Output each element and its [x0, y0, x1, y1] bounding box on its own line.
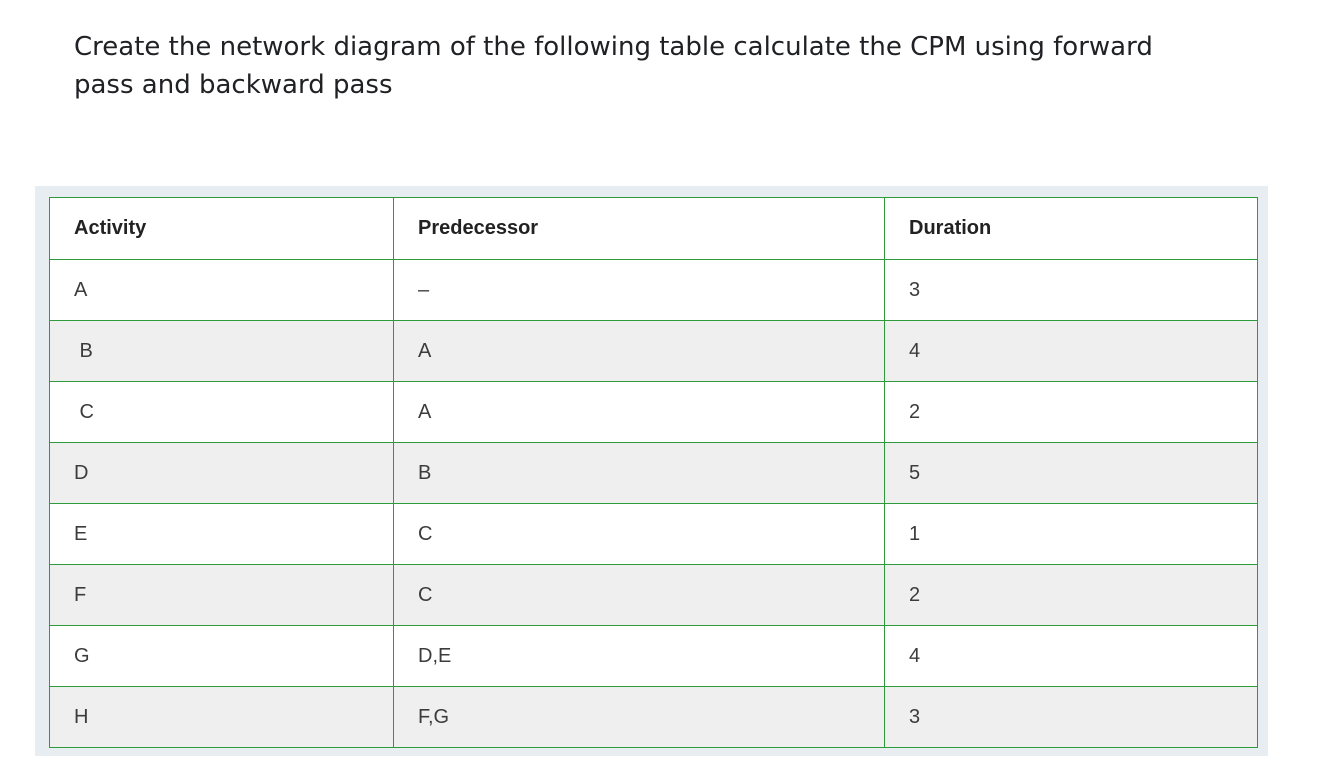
duration-cell: 1: [885, 504, 1258, 565]
header-activity: Activity: [50, 198, 394, 260]
predecessor-cell: A: [394, 321, 885, 382]
table-header-row: [50, 198, 1258, 260]
activity-cell: C: [50, 382, 394, 443]
duration-cell: 3: [885, 687, 1258, 748]
activity-cell: A: [50, 260, 394, 321]
predecessor-cell: C: [394, 565, 885, 626]
duration-cell: 4: [885, 321, 1258, 382]
activity-cell: H: [50, 687, 394, 748]
duration-cell: 4: [885, 626, 1258, 687]
predecessor-cell: C: [394, 504, 885, 565]
header-duration: Duration: [885, 198, 1258, 260]
activity-table: [49, 197, 1258, 748]
duration-cell: 2: [885, 565, 1258, 626]
duration-cell: 3: [885, 260, 1258, 321]
activity-cell: G: [50, 626, 394, 687]
predecessor-cell: B: [394, 443, 885, 504]
table-row: [50, 260, 1258, 321]
activity-cell: D: [50, 443, 394, 504]
table-row: [50, 565, 1258, 626]
table-row: [50, 382, 1258, 443]
table-frame: [35, 186, 1268, 756]
duration-cell: 2: [885, 382, 1258, 443]
table-row: [50, 504, 1258, 565]
predecessor-cell: A: [394, 382, 885, 443]
table-row: [50, 626, 1258, 687]
predecessor-cell: –: [394, 260, 885, 321]
question-text: Create the network diagram of the following table calculate the CPM using forward pass and backward pass: [74, 32, 1153, 100]
table-row: [50, 321, 1258, 382]
header-predecessor: Predecessor: [394, 198, 885, 260]
table-row: [50, 443, 1258, 504]
activity-cell: F: [50, 565, 394, 626]
table-row: [50, 687, 1258, 748]
predecessor-cell: D,E: [394, 626, 885, 687]
duration-cell: 5: [885, 443, 1258, 504]
predecessor-cell: F,G: [394, 687, 885, 748]
activity-cell: B: [50, 321, 394, 382]
activity-cell: E: [50, 504, 394, 565]
